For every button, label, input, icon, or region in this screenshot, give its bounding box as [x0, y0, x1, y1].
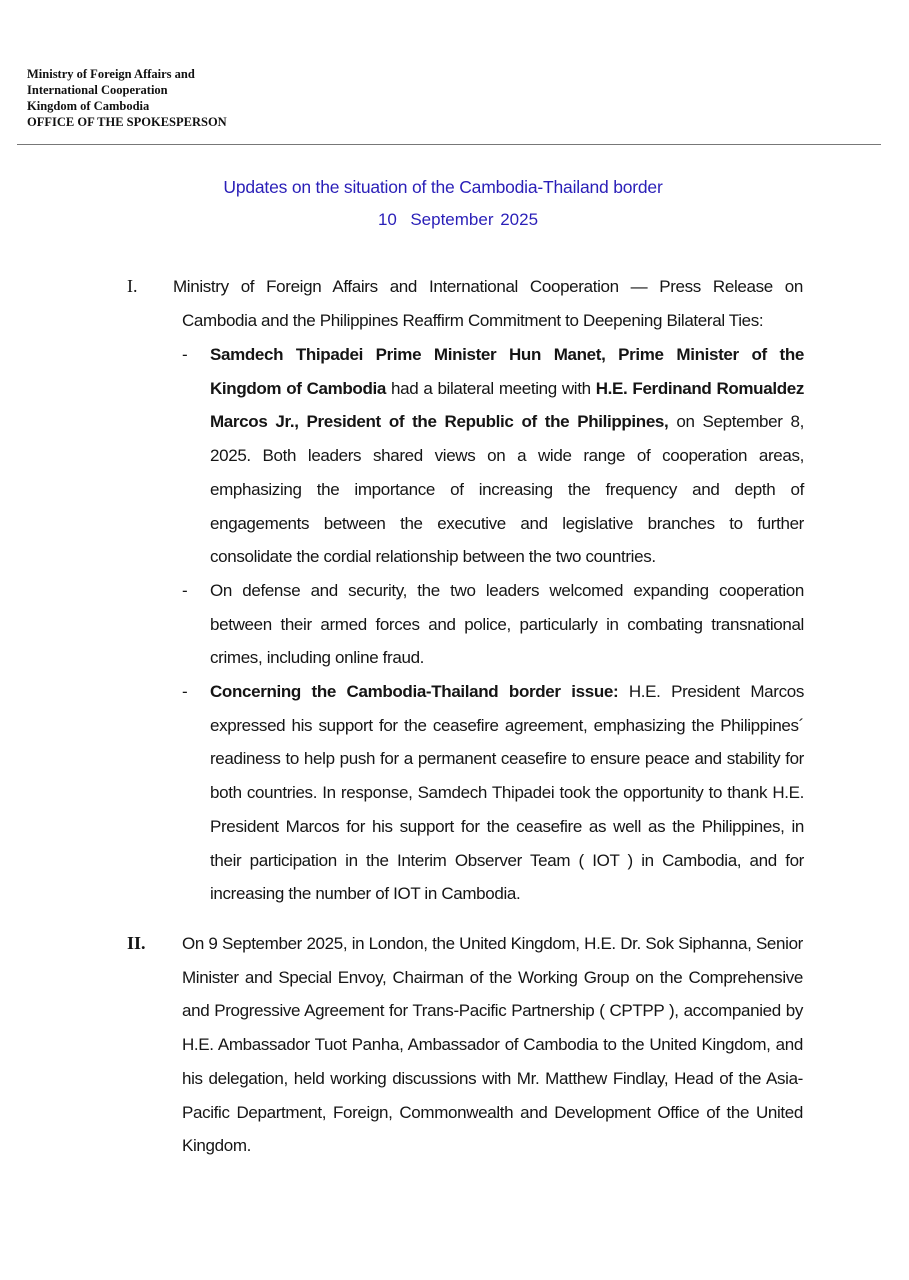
letterhead-ministry-line: Ministry of Foreign Affairs and — [27, 67, 195, 81]
document-title: Updates on the situation of the Cambodia-Thailand border — [223, 177, 663, 197]
section-ii-paragraph: On 9 September 2025, in London, the United Kingdom, H.E. Dr. Sok Siphanna, Senior Minister and Special Envoy, Chairman of the Working Group on the Comprehensive and Progressive Agreement for Trans-Pacific Partnership ( CPTPP ), accompanied by H.E. Ambassador Tuot Panha, Ambassador of Cambodia to the United Kingdom, and his delegation, held working discussions with Mr. Matthew Findlay, Head of the Asia-Pacific Department, Foreign, Commonwealth and Development Office of the United Kingdom. — [182, 934, 803, 1156]
document-date: 10 September 2025 — [377, 210, 539, 229]
letterhead-cooperation-line: International Cooperation — [27, 83, 168, 97]
section-i-heading-line2: Cambodia and the Philippines Reaffirm Commitment to Deepening Bilateral Ties: — [182, 310, 764, 330]
bullet-bold-text: H.E. Ferdinand Romualdez Marcos Jr., President of the Republic of the Philippines, — [210, 378, 804, 432]
letterhead-office-line: OFFICE OF THE SPOKESPERSON — [27, 115, 227, 129]
bullet-bilateral-meeting — [182, 338, 804, 574]
bullet-text: On defense and security, the two leaders welcomed expanding cooperation between their armed forces and police, particularly in combating transnational crimes, including online fraud. — [210, 581, 804, 668]
bullet-bold-text: Concerning the Cambodia-Thailand border issue: — [210, 682, 619, 701]
header-divider — [17, 144, 881, 145]
section-numeral-i: I. — [127, 276, 138, 296]
bullet-dash: - — [182, 345, 188, 364]
bullet-defense-security — [182, 574, 804, 675]
letterhead — [27, 66, 227, 130]
bullet-text: H.E. President Marcos expressed his support for the ceasefire agreement, emphasizing the Philippines´ readiness to help push for a permanent ceasefire to ensure peace and stability for both countries. In response, Samdech Thipadei took the opportunity to thank H.E. President Marcos for his support for the ceasefire as well as the Philippines, in their participation in the Interim Observer Team ( IOT ) in Cambodia, and for increasing the number of IOT in Cambodia. — [210, 682, 804, 904]
bullet-content — [210, 574, 804, 675]
bullet-content — [210, 675, 804, 911]
bullet-dash: - — [182, 682, 188, 701]
section-i-heading — [173, 270, 803, 337]
letterhead-kingdom-line: Kingdom of Cambodia — [27, 99, 150, 113]
bullet-dash: - — [182, 581, 188, 600]
section-i-heading-line1: Ministry of Foreign Affairs and International Cooperation — Press Release on — [173, 277, 803, 296]
section-numeral-ii: II. — [127, 933, 146, 953]
bullet-text: on September 8, 2025. Both leaders shared views on a wide range of cooperation areas, emphasizing the importance of increasing the frequency and depth of engagements between the executive and legislative branches to further consolidate the cordial relationship between the two countries. — [210, 412, 804, 567]
bullet-text: had a bilateral meeting with — [385, 378, 596, 398]
bullet-bold-text: Samdech Thipadei Prime Minister Hun Manet, Prime Minister of the Kingdom of Cambodia — [210, 345, 804, 398]
bullet-content — [210, 338, 804, 574]
bullet-border-issue — [182, 675, 804, 911]
